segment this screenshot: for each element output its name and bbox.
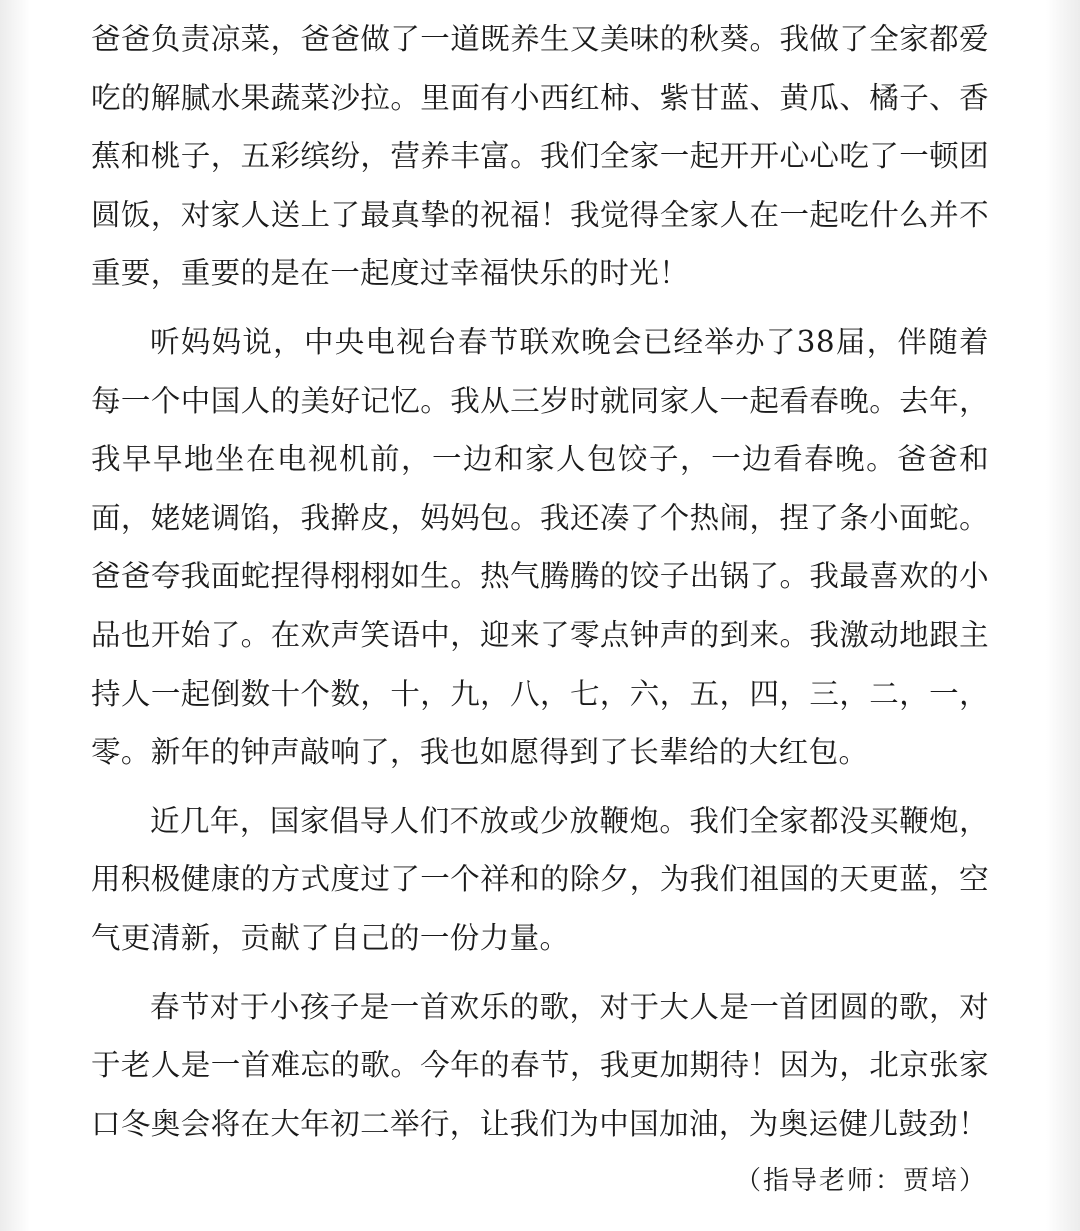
paragraph-gap [91,968,989,978]
paragraph-3: 近几年，国家倡导人们不放或少放鞭炮。我们全家都没买鞭炮，用积极健康的方式度过了一个祥和的除夕，为我们祖国的天更蓝，空气更清新，贡献了自己的一份力量。 [91,803,989,955]
teacher-signature: （指导老师：贾培） [734,1166,987,1197]
paragraph-gap [91,782,989,792]
paragraph-gap [91,303,989,313]
paragraph-1: 爸爸负责凉菜，爸爸做了一道既养生又美味的秋葵。我做了全家都爱吃的解腻水果蔬菜沙拉。里面有小西红柿、紫甘蓝、黄瓜、橘子、香蕉和桃子，五彩缤纷，营养丰富。我们全家一起开开心心吃了一顿团圆饭，对家人送上了最真挚的祝福！我觉得全家人在一起吃什么并不重要，重要的是在一起度过幸福快乐的时光！ [91,22,989,291]
paragraph-4: 春节对于小孩子是一首欢乐的歌，对于大人是一首团圆的歌，对于老人是一首难忘的歌。今年的春节，我更加期待！因为，北京张家口冬奥会将在大年初二举行，让我们为中国加油，为奥运健儿鼓劲！ [91,989,989,1141]
paragraph-2: 听妈妈说，中央电视台春节联欢晚会已经举办了38届，伴随着每一个中国人的美好记忆。我从三岁时就同家人一起看春晚。去年，我早早地坐在电视机前，一边和家人包饺子，一边看春晚。爸爸和面，姥姥调馅，我擀皮，妈妈包。我还凑了个热闹，捏了条小面蛇。爸爸夸我面蛇捏得栩栩如生。热气腾腾的饺子出锅了。我最喜欢的小品也开始了。在欢声笑语中，迎来了零点钟声的到来。我激动地跟主持人一起倒数十个数，十，九，八，七，六，五，四，三，二，一，零。新年的钟声敲响了，我也如愿得到了长辈给的大红包。 [91,324,989,770]
essay-page [91,10,989,1206]
page-left-shadow [0,0,30,1231]
page-right-shadow [1046,0,1080,1231]
